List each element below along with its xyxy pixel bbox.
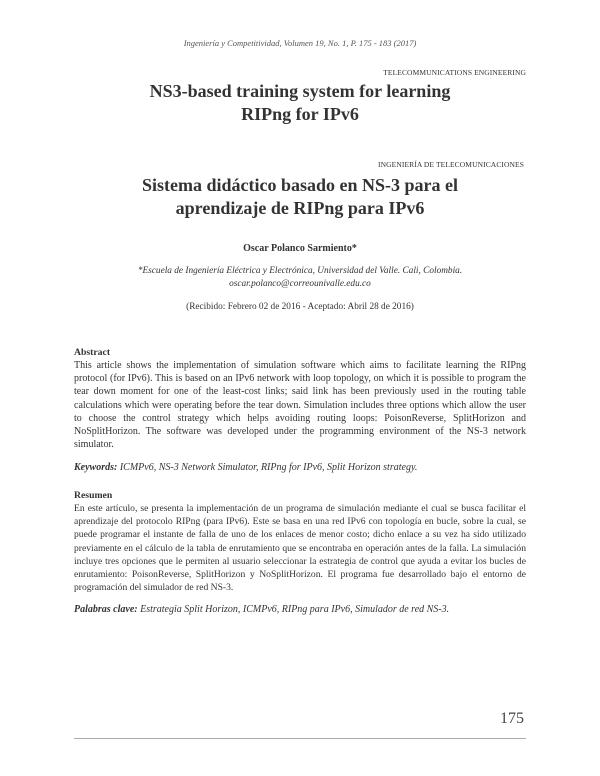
footer-rule	[74, 738, 526, 739]
running-head: Ingeniería y Competitividad, Volumen 19, No. 1, P. 175 - 183 (2017)	[183, 38, 417, 48]
resumen-section	[74, 490, 526, 594]
abstract-heading: Abstract	[74, 347, 111, 358]
title-english-line1: NS3-based training system for learning	[149, 81, 451, 101]
palabras-clave-label: Palabras clave:	[74, 604, 138, 615]
keywords-label: Keywords:	[74, 462, 118, 473]
palabras-clave-section	[74, 603, 526, 616]
author-email: oscar.polanco@correounivalle.edu.co	[229, 279, 371, 289]
palabras-clave-text: Estrategia Split Horizon, ICMPv6, RIPng para IPv6, Simulador de red NS-3.	[140, 604, 450, 615]
abstract-text: This article shows the implementation of simulation software which aims to facilitate learning the RIPng protocol (for IPv6). This is based on an IPv6 network with loop topology, on which it is possible to program the tear down moment for one of the least-cost links; said link has been previously used in the routing table calculations which were operating before the tear down. Simulation includes three options which allow the user to choose the control strategy which helps avoiding routing loops: PoisonReverse, SplitHorizon and NoSplitHorizon. The software was developed under the programming environment of the NS-3 network simulator.	[74, 360, 526, 451]
page-number: 175	[500, 710, 524, 727]
section-tag-spanish: INGENIERÍA DE TELECOMUNICACIONES	[378, 160, 524, 169]
abstract-section	[74, 347, 526, 451]
title-spanish	[74, 174, 526, 220]
title-spanish-line1: Sistema didáctico basado en NS-3 para el	[141, 175, 458, 195]
affiliation	[0, 265, 600, 291]
resumen-text: En este artículo, se presenta la implementación de un programa de simulación mediante el cual se busca facilitar el aprendizaje del protocolo RIPng (para IPv6). Este se basa en una red IPv6 con topología en bucle, sobre la cual, se puede programar el instante de falla de uno de los enlaces de menor costo; dicho enlace a su vez ha sido utilizado previamente en el cálculo de la tabla de enrutamiento que se encontraba en operación antes de la falla. La simulación incluye tres opciones que le permiten al usuario seleccionar la estrategia de control que ayuda a evitar los bucles de enrutamiento: PoisonReverse, SplitHorizon y NoSplitHorizon. El programa fue desarrollado bajo el entorno de programación del simulador de red NS-3.	[74, 503, 526, 594]
section-tag-english: TELECOMMUNICATIONS ENGINEERING	[383, 68, 526, 77]
title-spanish-line2: aprendizaje de RIPng para IPv6	[175, 198, 425, 218]
keywords-section	[74, 461, 526, 474]
resumen-heading: Resumen	[74, 490, 113, 501]
author-name: Oscar Polanco Sarmiento*	[243, 243, 357, 254]
title-english	[74, 80, 526, 126]
title-english-line2: RIPng for IPv6	[241, 104, 359, 124]
received-accepted-dates: (Recibido: Febrero 02 de 2016 - Aceptado: Abril 28 de 2016)	[186, 302, 414, 312]
affiliation-text: *Escuela de Ingeniería Eléctrica y Electrónica, Universidad del Valle. Cali, Colombia.	[137, 266, 463, 276]
keywords-text: ICMPv6, NS-3 Network Simulator, RIPng for IPv6, Split Horizon strategy.	[119, 462, 418, 473]
